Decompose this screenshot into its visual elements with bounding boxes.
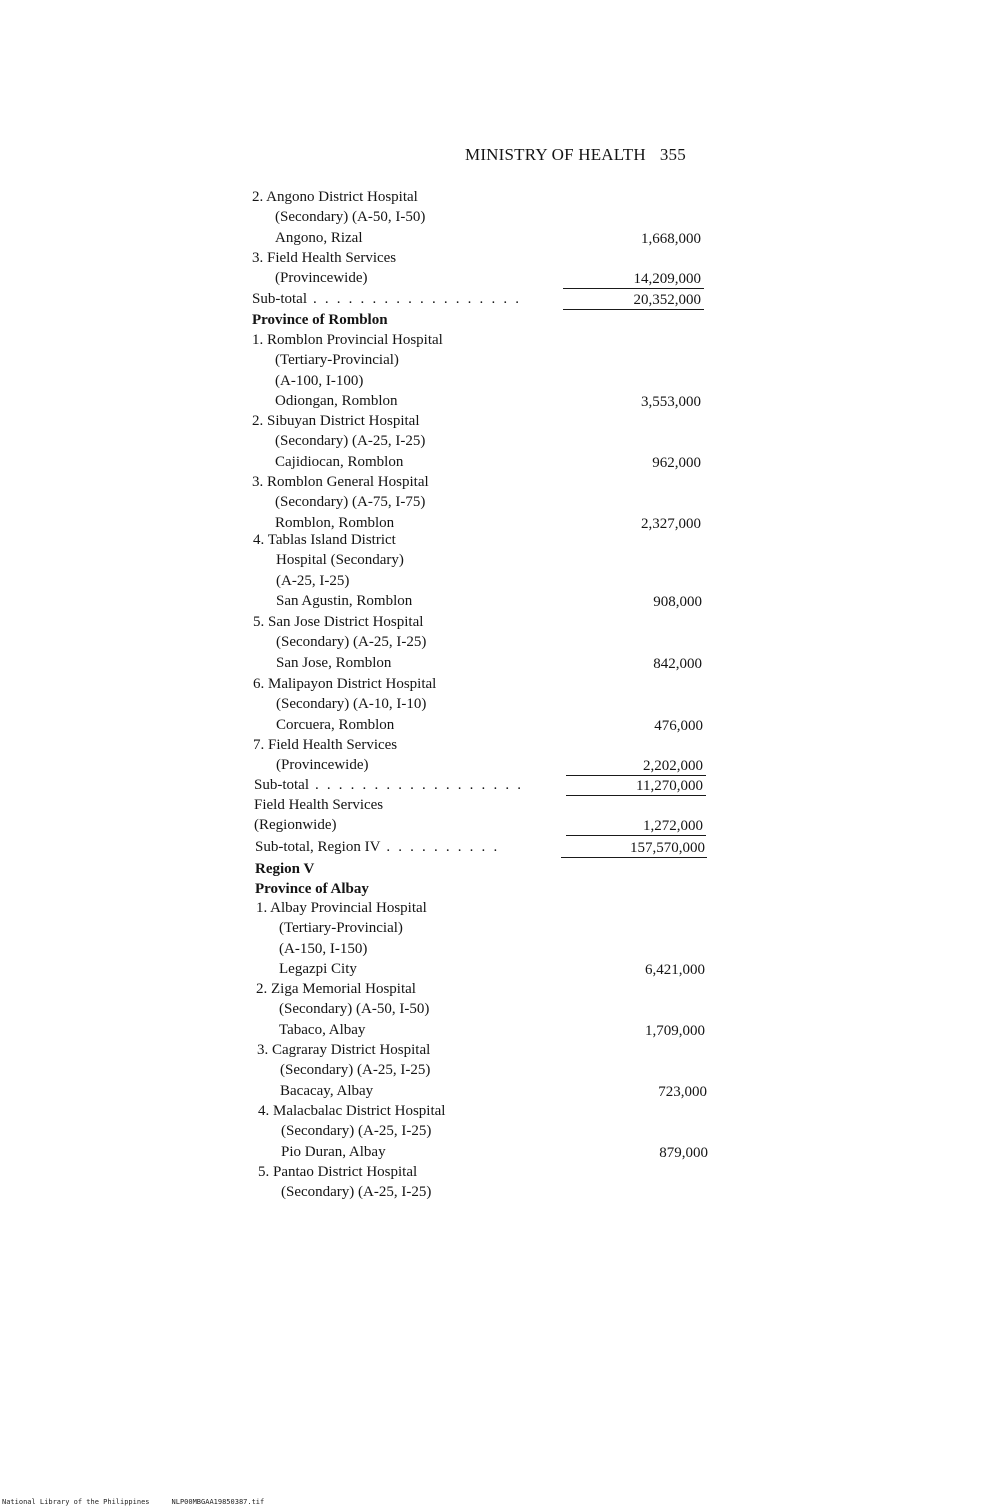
entry-title: 1. Romblon Provincial Hospital bbox=[252, 332, 443, 348]
entry-detail: (Secondary) (A-50, I-50) bbox=[279, 1001, 430, 1018]
amount-value: 11,270,000 bbox=[636, 778, 703, 794]
entry-detail: (Secondary) (A-25, I-25) bbox=[276, 634, 427, 651]
amount-value: 842,000 bbox=[653, 655, 702, 672]
entry-title: 3. Field Health Services bbox=[252, 250, 397, 266]
entry-detail: (Provincewide) bbox=[275, 270, 368, 287]
entry-title: Field Health Services bbox=[254, 797, 384, 813]
entry-detail: Odiongan, Romblon bbox=[275, 392, 398, 409]
entry-detail: (Provincewide) bbox=[276, 757, 369, 774]
total-rule bbox=[566, 835, 706, 836]
entry-detail: (Secondary) (A-75, I-75) bbox=[275, 494, 426, 511]
amount-value: 879,000 bbox=[659, 1144, 708, 1161]
entry-title: 4. Tablas Island District bbox=[253, 532, 396, 548]
dot-leader: . . . . . . . . . . bbox=[380, 839, 500, 855]
amount-value: 157,570,000 bbox=[630, 840, 705, 856]
library-credit: National Library of the Philippines bbox=[2, 1498, 150, 1506]
dot-leader: . . . . . . . . . . . . . . . . . . bbox=[309, 777, 524, 793]
total-rule bbox=[563, 309, 704, 310]
entry-detail: (Secondary) (A-25, I-25) bbox=[280, 1062, 431, 1079]
entry-title: 6. Malipayon District Hospital bbox=[253, 676, 437, 692]
amount-value: 20,352,000 bbox=[633, 292, 701, 308]
entry-title: 5. Pantao District Hospital bbox=[258, 1164, 418, 1180]
total-rule bbox=[563, 288, 704, 289]
amount-value: 962,000 bbox=[652, 454, 701, 471]
entry-detail: Legazpi City bbox=[279, 960, 357, 977]
entry-title: 2. Angono District Hospital bbox=[252, 189, 418, 205]
file-name: NLP00MBGAA19850387.tif bbox=[171, 1498, 265, 1506]
entry-detail: San Agustin, Romblon bbox=[276, 592, 413, 609]
entry-title: Province of Romblon bbox=[252, 312, 388, 328]
entry-detail: Romblon, Romblon bbox=[275, 514, 395, 531]
entry-detail: Corcuera, Romblon bbox=[276, 716, 395, 733]
running-head-title: MINISTRY OF HEALTH bbox=[465, 145, 646, 164]
amount-value: 1,709,000 bbox=[645, 1022, 705, 1039]
entry-detail: (Secondary) (A-10, I-10) bbox=[276, 696, 427, 713]
entry-detail: (Secondary) (A-25, I-25) bbox=[281, 1184, 432, 1201]
amount-value: 476,000 bbox=[654, 717, 703, 734]
entry-detail: (Tertiary-Provincial) bbox=[275, 352, 399, 369]
total-rule bbox=[566, 795, 706, 796]
amount-value: 2,327,000 bbox=[641, 515, 701, 532]
entry-detail: Hospital (Secondary) bbox=[276, 552, 404, 569]
amount-value: 6,421,000 bbox=[645, 961, 705, 978]
entry-title: Sub-total . . . . . . . . . . . . . . . . . . bbox=[252, 291, 522, 307]
amount-value: 14,209,000 bbox=[633, 271, 701, 288]
entry-title: Province of Albay bbox=[255, 881, 369, 897]
entry-title: 4. Malacbalac District Hospital bbox=[258, 1103, 446, 1119]
entry-title: Sub-total . . . . . . . . . . . . . . . . . . bbox=[254, 777, 524, 793]
entry-title: Region V bbox=[255, 861, 315, 877]
page-number: 355 bbox=[659, 145, 686, 164]
entry-detail: (A-25, I-25) bbox=[276, 572, 350, 589]
entry-detail: Tabaco, Albay bbox=[279, 1021, 366, 1038]
entry-detail: (Secondary) (A-50, I-50) bbox=[275, 209, 426, 226]
amount-value: 2,202,000 bbox=[643, 758, 703, 775]
entry-detail: (Secondary) (A-25, I-25) bbox=[275, 433, 426, 450]
entry-detail: (Regionwide) bbox=[254, 817, 337, 834]
entry-detail: (Tertiary-Provincial) bbox=[279, 920, 403, 937]
entry-title: 2. Sibuyan District Hospital bbox=[252, 413, 420, 429]
entry-title: 7. Field Health Services bbox=[253, 737, 398, 753]
entry-detail: (A-150, I-150) bbox=[279, 940, 368, 957]
entry-detail: (A-100, I-100) bbox=[275, 372, 364, 389]
entry-title: Sub-total, Region IV . . . . . . . . . . bbox=[255, 839, 500, 855]
dot-leader: . . . . . . . . . . . . . . . . . . bbox=[307, 291, 522, 307]
entry-detail: Pio Duran, Albay bbox=[281, 1143, 386, 1160]
entry-title: 3. Cagraray District Hospital bbox=[257, 1042, 431, 1058]
amount-value: 723,000 bbox=[658, 1083, 707, 1100]
scan-footer bbox=[2, 1498, 264, 1506]
entry-detail: Bacacay, Albay bbox=[280, 1082, 374, 1099]
entry-title: 2. Ziga Memorial Hospital bbox=[256, 981, 416, 997]
amount-value: 908,000 bbox=[653, 593, 702, 610]
amount-value: 1,668,000 bbox=[641, 230, 701, 247]
entry-detail: San Jose, Romblon bbox=[276, 654, 392, 671]
entry-detail: Cajidiocan, Romblon bbox=[275, 453, 404, 470]
amount-value: 1,272,000 bbox=[643, 818, 703, 835]
amount-value: 3,553,000 bbox=[641, 393, 701, 410]
entry-detail: (Secondary) (A-25, I-25) bbox=[281, 1123, 432, 1140]
entry-title: 5. San Jose District Hospital bbox=[253, 614, 424, 630]
entry-title: 3. Romblon General Hospital bbox=[252, 474, 429, 490]
entry-detail: Angono, Rizal bbox=[275, 229, 363, 246]
entry-title: 1. Albay Provincial Hospital bbox=[256, 900, 427, 916]
total-rule bbox=[561, 857, 707, 858]
